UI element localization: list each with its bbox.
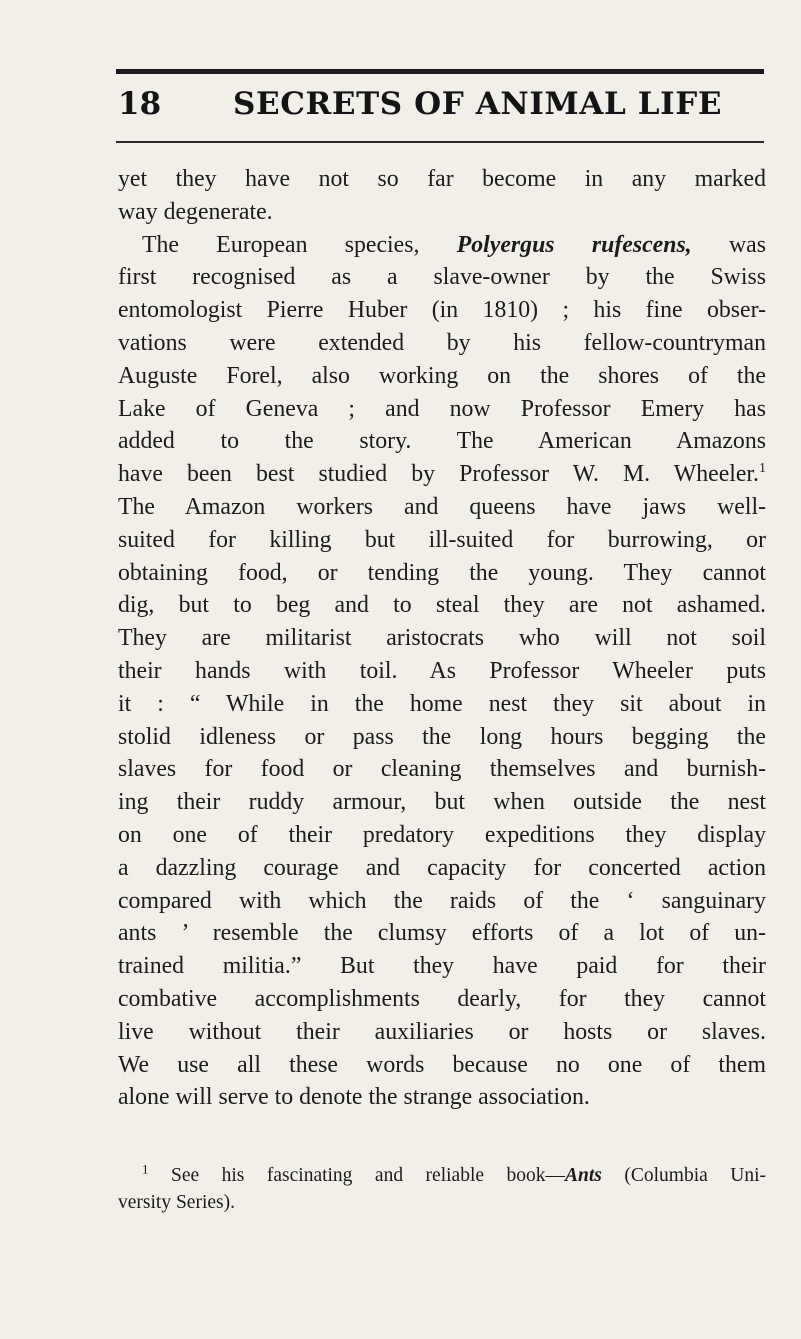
- text-line: vations were extended by his fellow-countryman: [118, 329, 766, 356]
- text-line: alone will serve to denote the strange association.: [118, 1084, 590, 1111]
- text-line: Auguste Forel, also working on the shores of the: [118, 362, 766, 389]
- text-line: They are militarist aristocrats who will not soil: [118, 625, 766, 652]
- text-line: yet they have not so far become in any marked: [118, 166, 766, 192]
- text-line: it : “ While in the home nest they sit about in: [118, 690, 766, 717]
- top-rule: [116, 69, 764, 74]
- species-name: Polyergus rufescens,: [456, 231, 692, 258]
- text-line: compared with which the raids of the ‘ sanguinary: [118, 887, 766, 914]
- text-line: ing their ruddy armour, but when outside the nest: [118, 789, 766, 816]
- footnote-marker: 1: [142, 1161, 149, 1177]
- running-header: [118, 86, 764, 130]
- text-line: a dazzling courage and capacity for concerted action: [118, 854, 766, 881]
- text-line: dig, but to beg and to steal they are not ashamed.: [118, 592, 766, 619]
- text-line: trained militia.” But they have paid for their: [118, 953, 766, 980]
- footnote: [118, 1162, 766, 1216]
- text-line: We use all these words because no one of them: [118, 1051, 766, 1078]
- running-title: SECRETS OF ANIMAL LIFE: [233, 86, 723, 122]
- footnote-line: [118, 1162, 766, 1189]
- text-line: Lake of Geneva ; and now Professor Emery has: [118, 395, 766, 422]
- text-line: obtaining food, or tending the young. They cannot: [118, 559, 766, 586]
- text-line: [118, 229, 766, 262]
- book-title: Ants: [565, 1165, 602, 1186]
- text-run: (Columbia Uni-: [601, 1165, 766, 1186]
- text-line: stolid idleness or pass the long hours begging the: [118, 723, 766, 750]
- header-rule: [116, 141, 764, 143]
- text-run: was: [691, 231, 766, 258]
- page-number: 18: [118, 86, 162, 122]
- footnote-reference: 1: [759, 461, 766, 477]
- text-line: entomologist Pierre Huber (in 1810) ; his fine obser-: [118, 297, 766, 324]
- text-line: way degenerate.: [118, 198, 273, 225]
- text-line: [118, 458, 766, 491]
- text-line: combative accomplishments dearly, for they cannot: [118, 985, 766, 1012]
- text-line: first recognised as a slave-owner by the Swiss: [118, 264, 766, 291]
- text-run: have been best studied by Professor W. M. Wheeler.: [118, 461, 759, 488]
- text-line: their hands with toil. As Professor Wheeler puts: [118, 657, 766, 684]
- text-line: The Amazon workers and queens have jaws well-: [118, 493, 766, 520]
- text-run: The European species,: [142, 231, 457, 258]
- text-line: slaves for food or cleaning themselves and burnish-: [118, 756, 766, 783]
- text-line: added to the story. The American Amazons: [118, 428, 766, 455]
- text-line: live without their auxiliaries or hosts or slaves.: [118, 1018, 766, 1045]
- text-line: on one of their predatory expeditions they display: [118, 821, 766, 848]
- text-run: See his fascinating and reliable book—: [171, 1165, 566, 1186]
- footnote-line: versity Series).: [118, 1192, 235, 1213]
- text-line: suited for killing but ill-suited for burrowing, or: [118, 526, 766, 553]
- body-text: [118, 163, 766, 1114]
- text-line: ants ’ resemble the clumsy efforts of a lot of un-: [118, 920, 766, 947]
